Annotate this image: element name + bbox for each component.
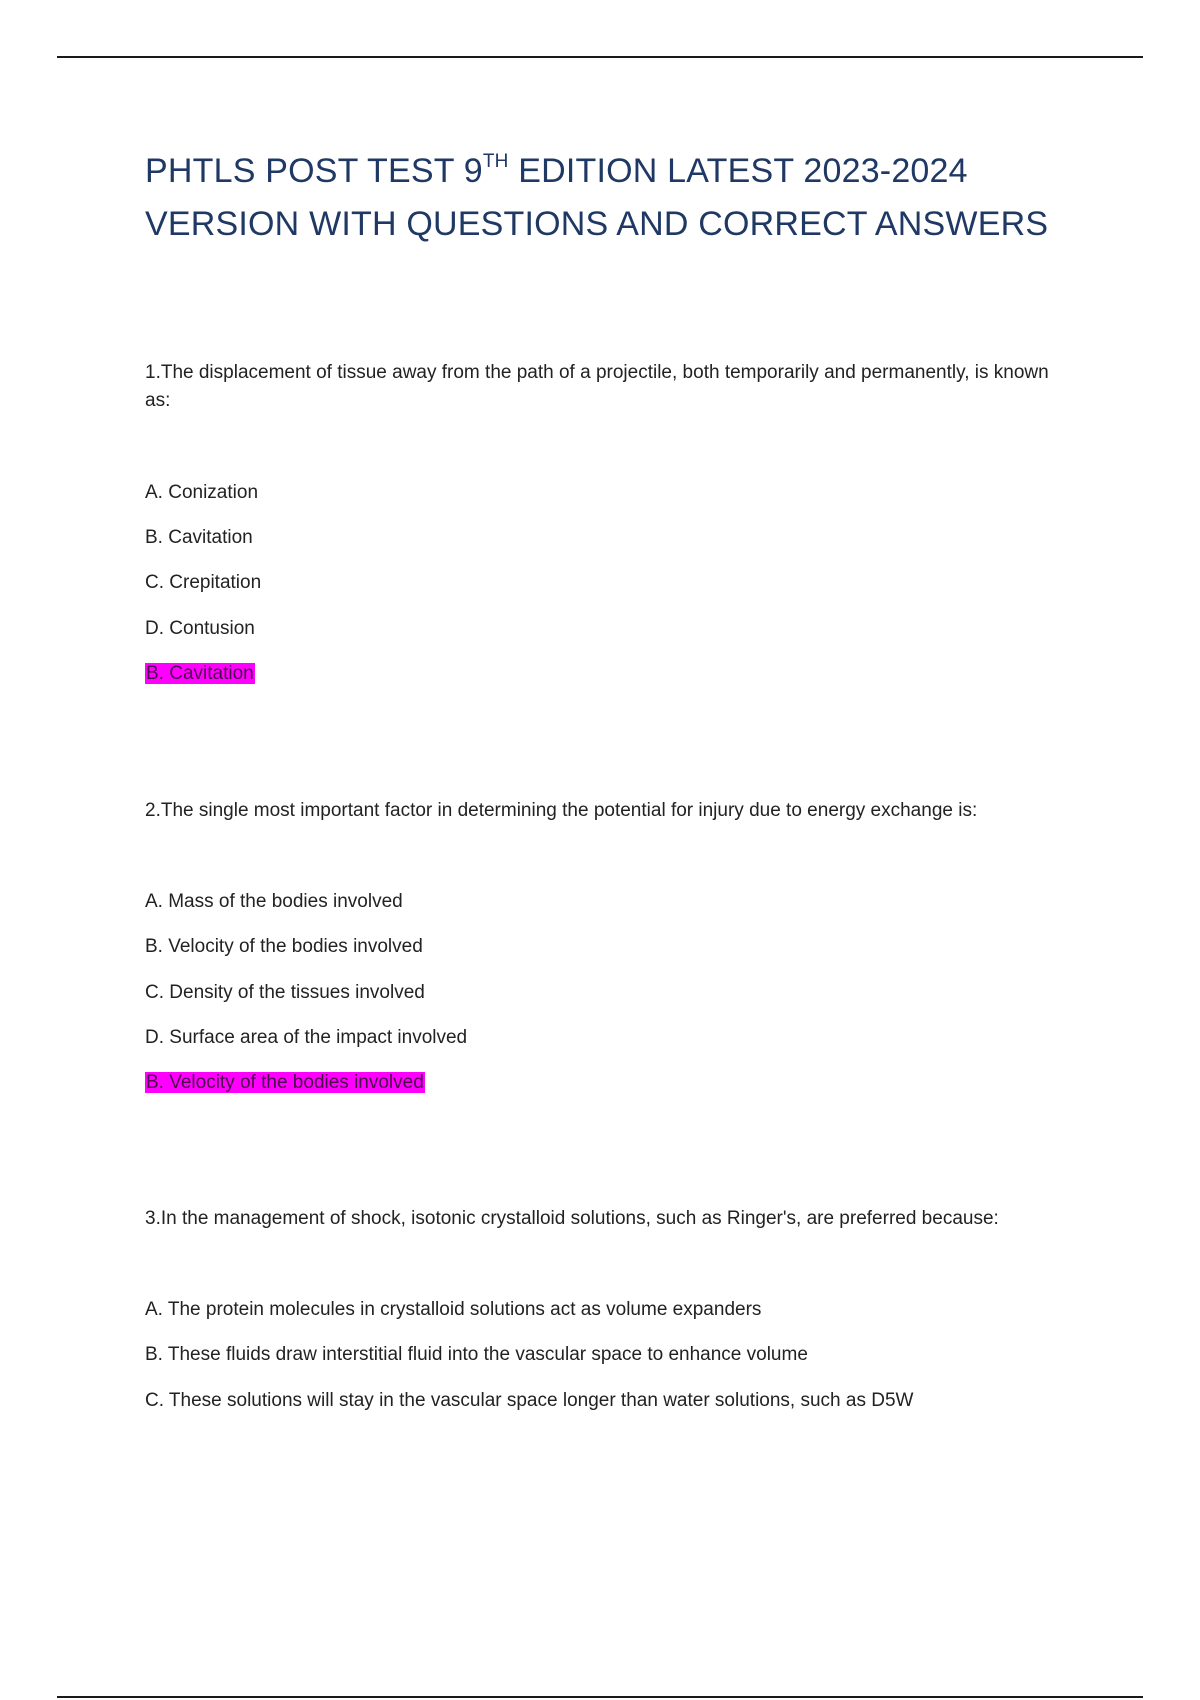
question-3-option-c: C. These solutions will stay in the vascular space longer than water solutions, such as D5W	[145, 1390, 914, 1411]
question-1-option-b: B. Cavitation	[145, 527, 253, 548]
question-2-option-a: A. Mass of the bodies involved	[145, 891, 403, 912]
question-1-option-d: D. Contusion	[145, 618, 255, 639]
bottom-rule	[57, 1696, 1143, 1698]
question-1-answer: B. Cavitation	[146, 663, 254, 684]
question-3-option-b: B. These fluids draw interstitial fluid into the vascular space to enhance volume	[145, 1344, 808, 1365]
question-2-answer: B. Velocity of the bodies involved	[146, 1072, 424, 1093]
question-1-text: 1.The displacement of tissue away from the path of a projectile, both temporarily and permanently, is known as:	[145, 362, 1049, 411]
question-2-text: 2.The single most important factor in determining the potential for injury due to energy exchange is:	[145, 800, 978, 821]
question-3-option-a: A. The protein molecules in crystalloid solutions act as volume expanders	[145, 1299, 762, 1320]
top-rule	[57, 56, 1143, 58]
question-1-option-a: A. Conization	[145, 482, 259, 503]
question-3-text: 3.In the management of shock, isotonic crystalloid solutions, such as Ringer's, are preferred because:	[145, 1208, 999, 1229]
question-2-option-c: C. Density of the tissues involved	[145, 982, 425, 1003]
question-2-option-b: B. Velocity of the bodies involved	[145, 936, 423, 957]
question-1-option-c: C. Crepitation	[145, 572, 262, 593]
question-2-option-d: D. Surface area of the impact involved	[145, 1027, 468, 1048]
document-title: PHTLS POST TEST 9TH EDITION LATEST 2023-2024 VERSION WITH QUESTIONS AND CORRECT ANSWERS	[145, 150, 1049, 243]
